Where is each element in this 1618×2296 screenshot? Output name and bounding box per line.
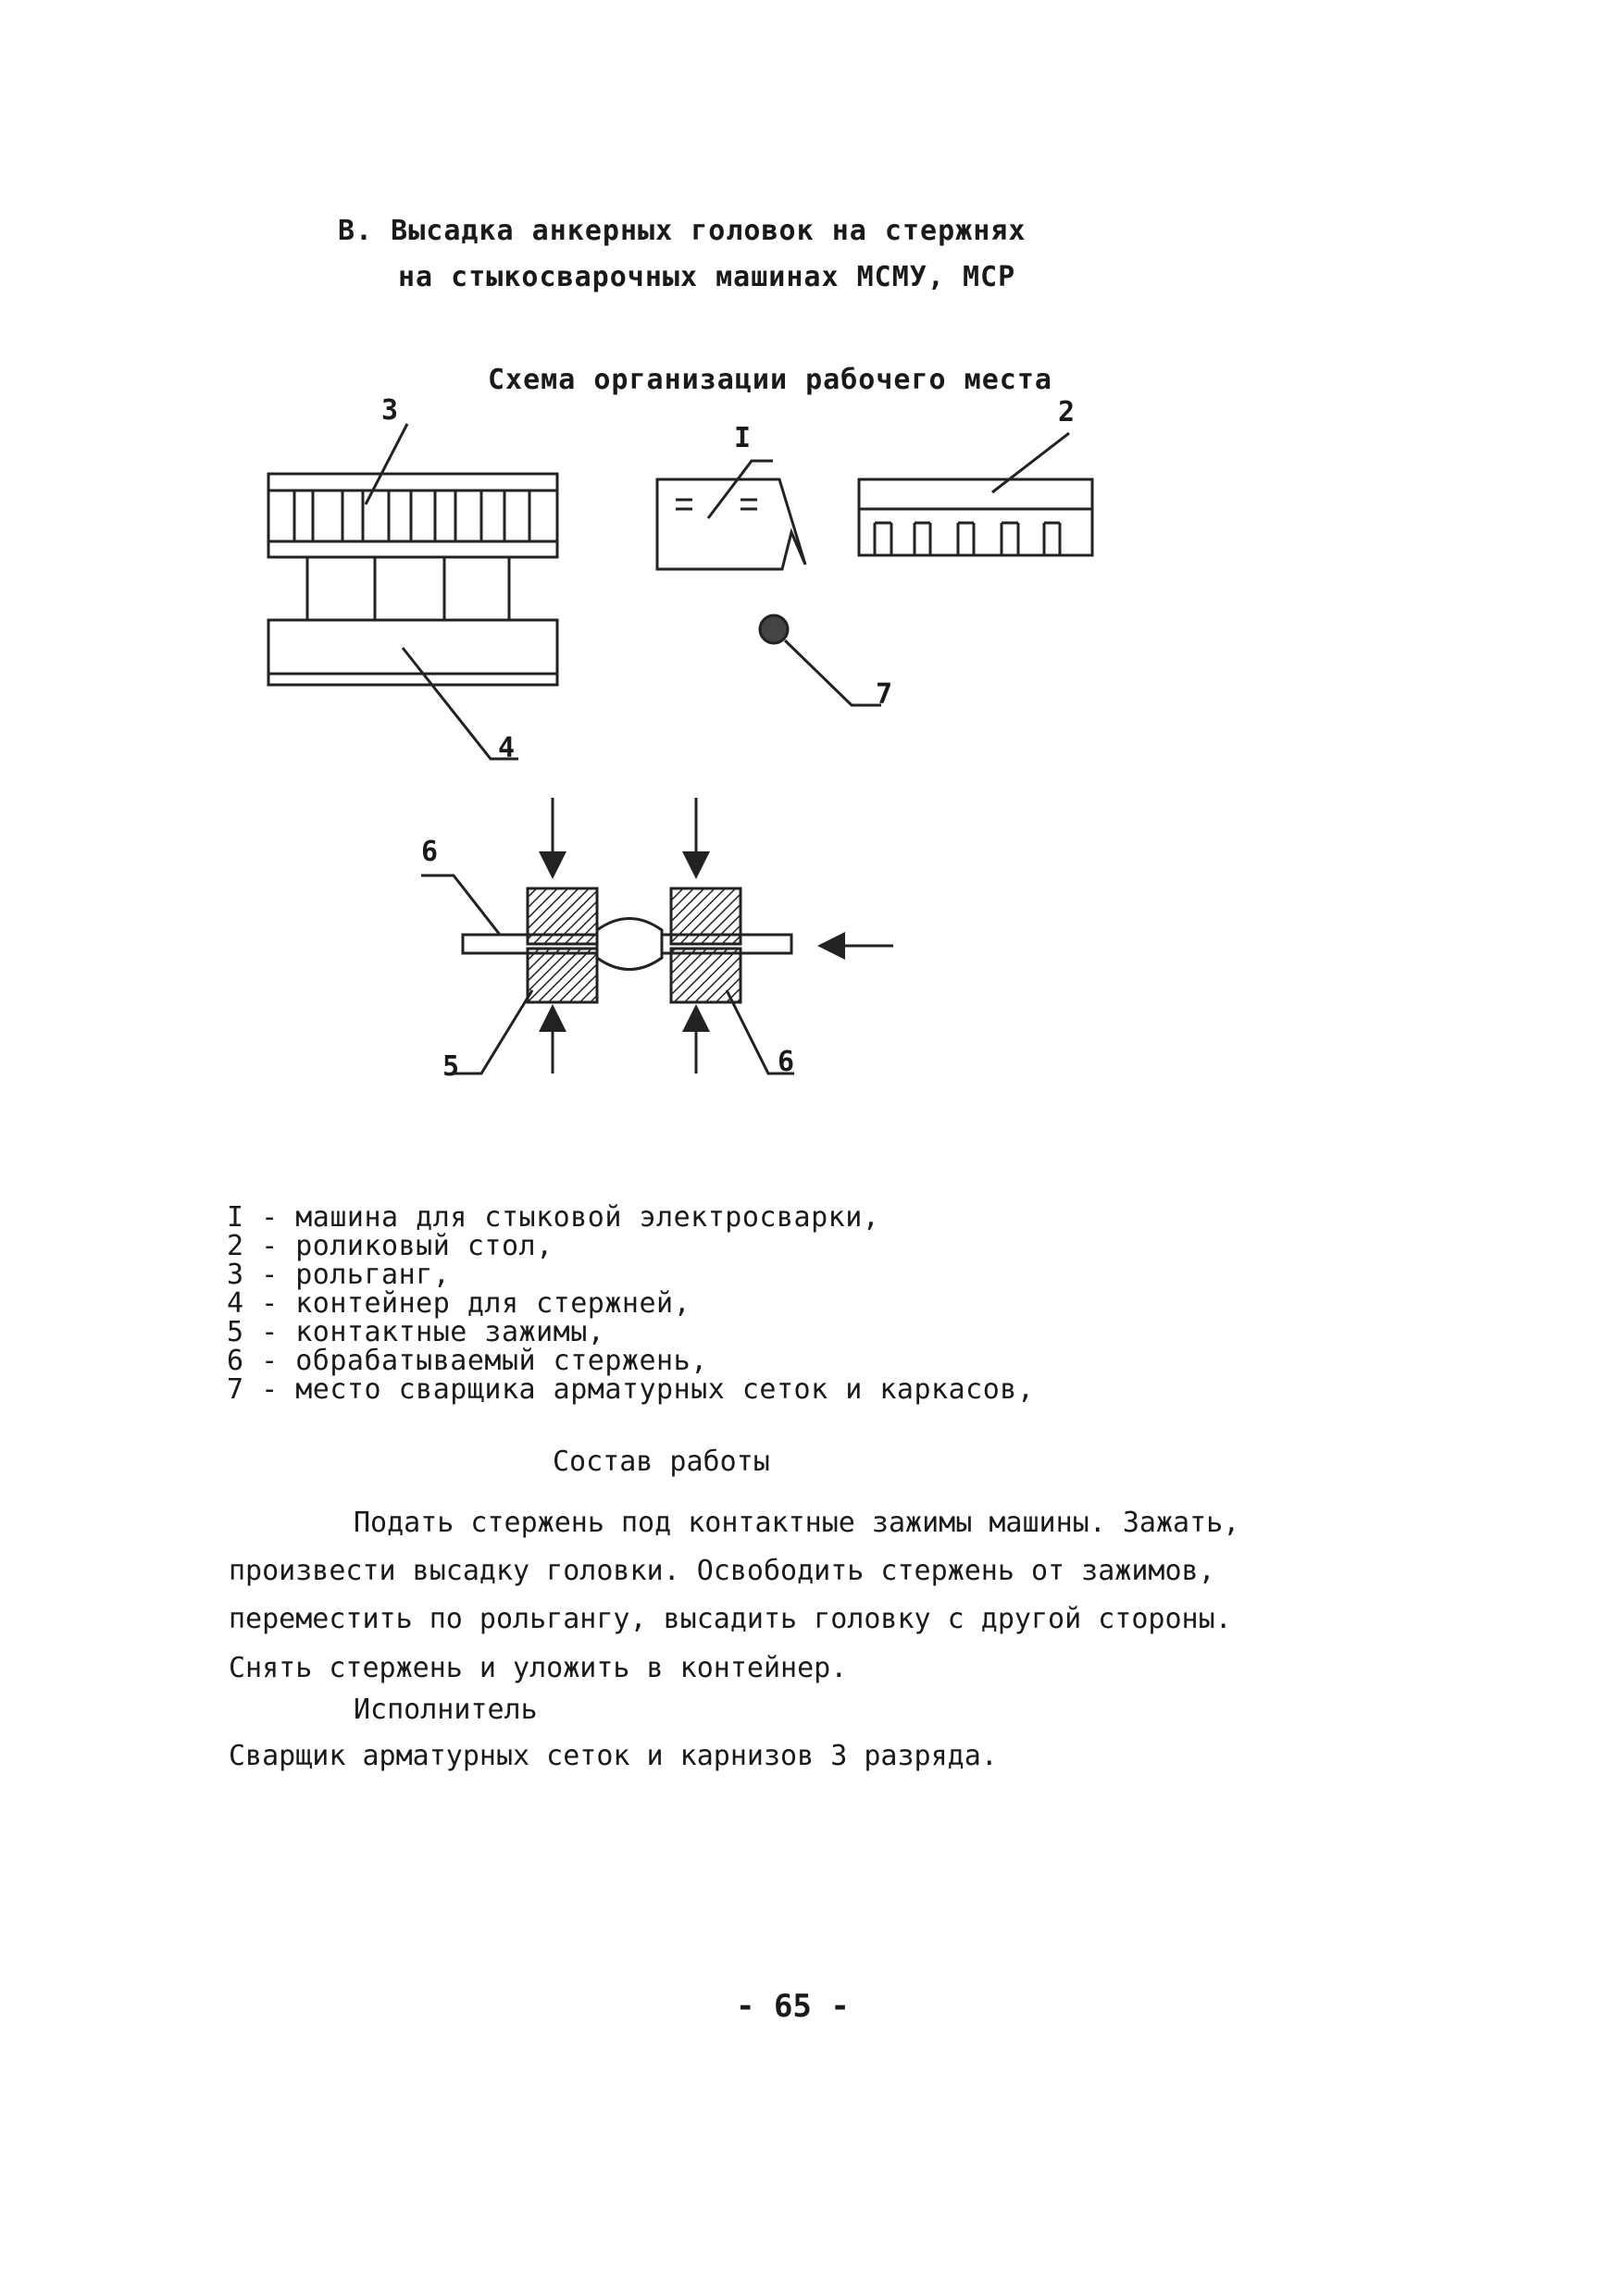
legend-item: 5 - контактные зажимы,: [227, 1316, 605, 1348]
callout-7: 7: [876, 678, 893, 711]
legend-item: 2 - роликовый стол,: [227, 1230, 554, 1262]
callout-3: 3: [381, 394, 399, 427]
legend-item: 4 - контейнер для стержней,: [227, 1287, 691, 1320]
callout-2: 2: [1058, 396, 1076, 428]
page-number: - 65 -: [736, 1988, 850, 2025]
legend-list: [227, 1203, 1034, 1404]
welding-machine: [657, 461, 805, 569]
roller-conveyor: [268, 424, 557, 620]
performer-title: Исполнитель: [354, 1694, 538, 1726]
section-title-line-2: на стыкосварочных машинах МСМУ, МСР: [398, 261, 1016, 293]
scheme-title: Схема организации рабочего места: [488, 364, 1052, 396]
work-line: Снять стержень и уложить в контейнер.: [229, 1652, 848, 1684]
legend-item: 3 - рольганг,: [227, 1259, 451, 1291]
section-title-line-1: В. Высадка анкерных головок на стержнях: [338, 215, 1027, 247]
performer-text: Сварщик арматурных сеток и карнизов 3 разряда.: [229, 1740, 998, 1772]
clamp-detail: [421, 798, 893, 1074]
work-composition-title: Состав работы: [553, 1446, 770, 1478]
callout-6-clamp: 6: [778, 1046, 795, 1078]
legend-item: I - машина для стыковой электросварки,: [227, 1201, 880, 1234]
callout-4: 4: [498, 732, 516, 764]
callout-5: 5: [442, 1050, 460, 1083]
legend-item: 6 - обрабатываемый стержень,: [227, 1345, 708, 1377]
welder-position: [760, 615, 881, 705]
legend-item: 7 - место сварщика арматурных сеток и каркасов,: [227, 1373, 1035, 1406]
work-line: переместить по рольгангу, высадить головку с другой стороны.: [229, 1603, 1232, 1635]
callout-6-bar: 6: [421, 836, 439, 868]
work-line: произвести высадку головки. Освободить стержень от зажимов,: [229, 1555, 1215, 1587]
callout-1: I: [734, 422, 752, 454]
roller-table: [859, 433, 1092, 555]
work-line: Подать стержень под контактные зажимы машины. Зажать,: [354, 1507, 1240, 1539]
